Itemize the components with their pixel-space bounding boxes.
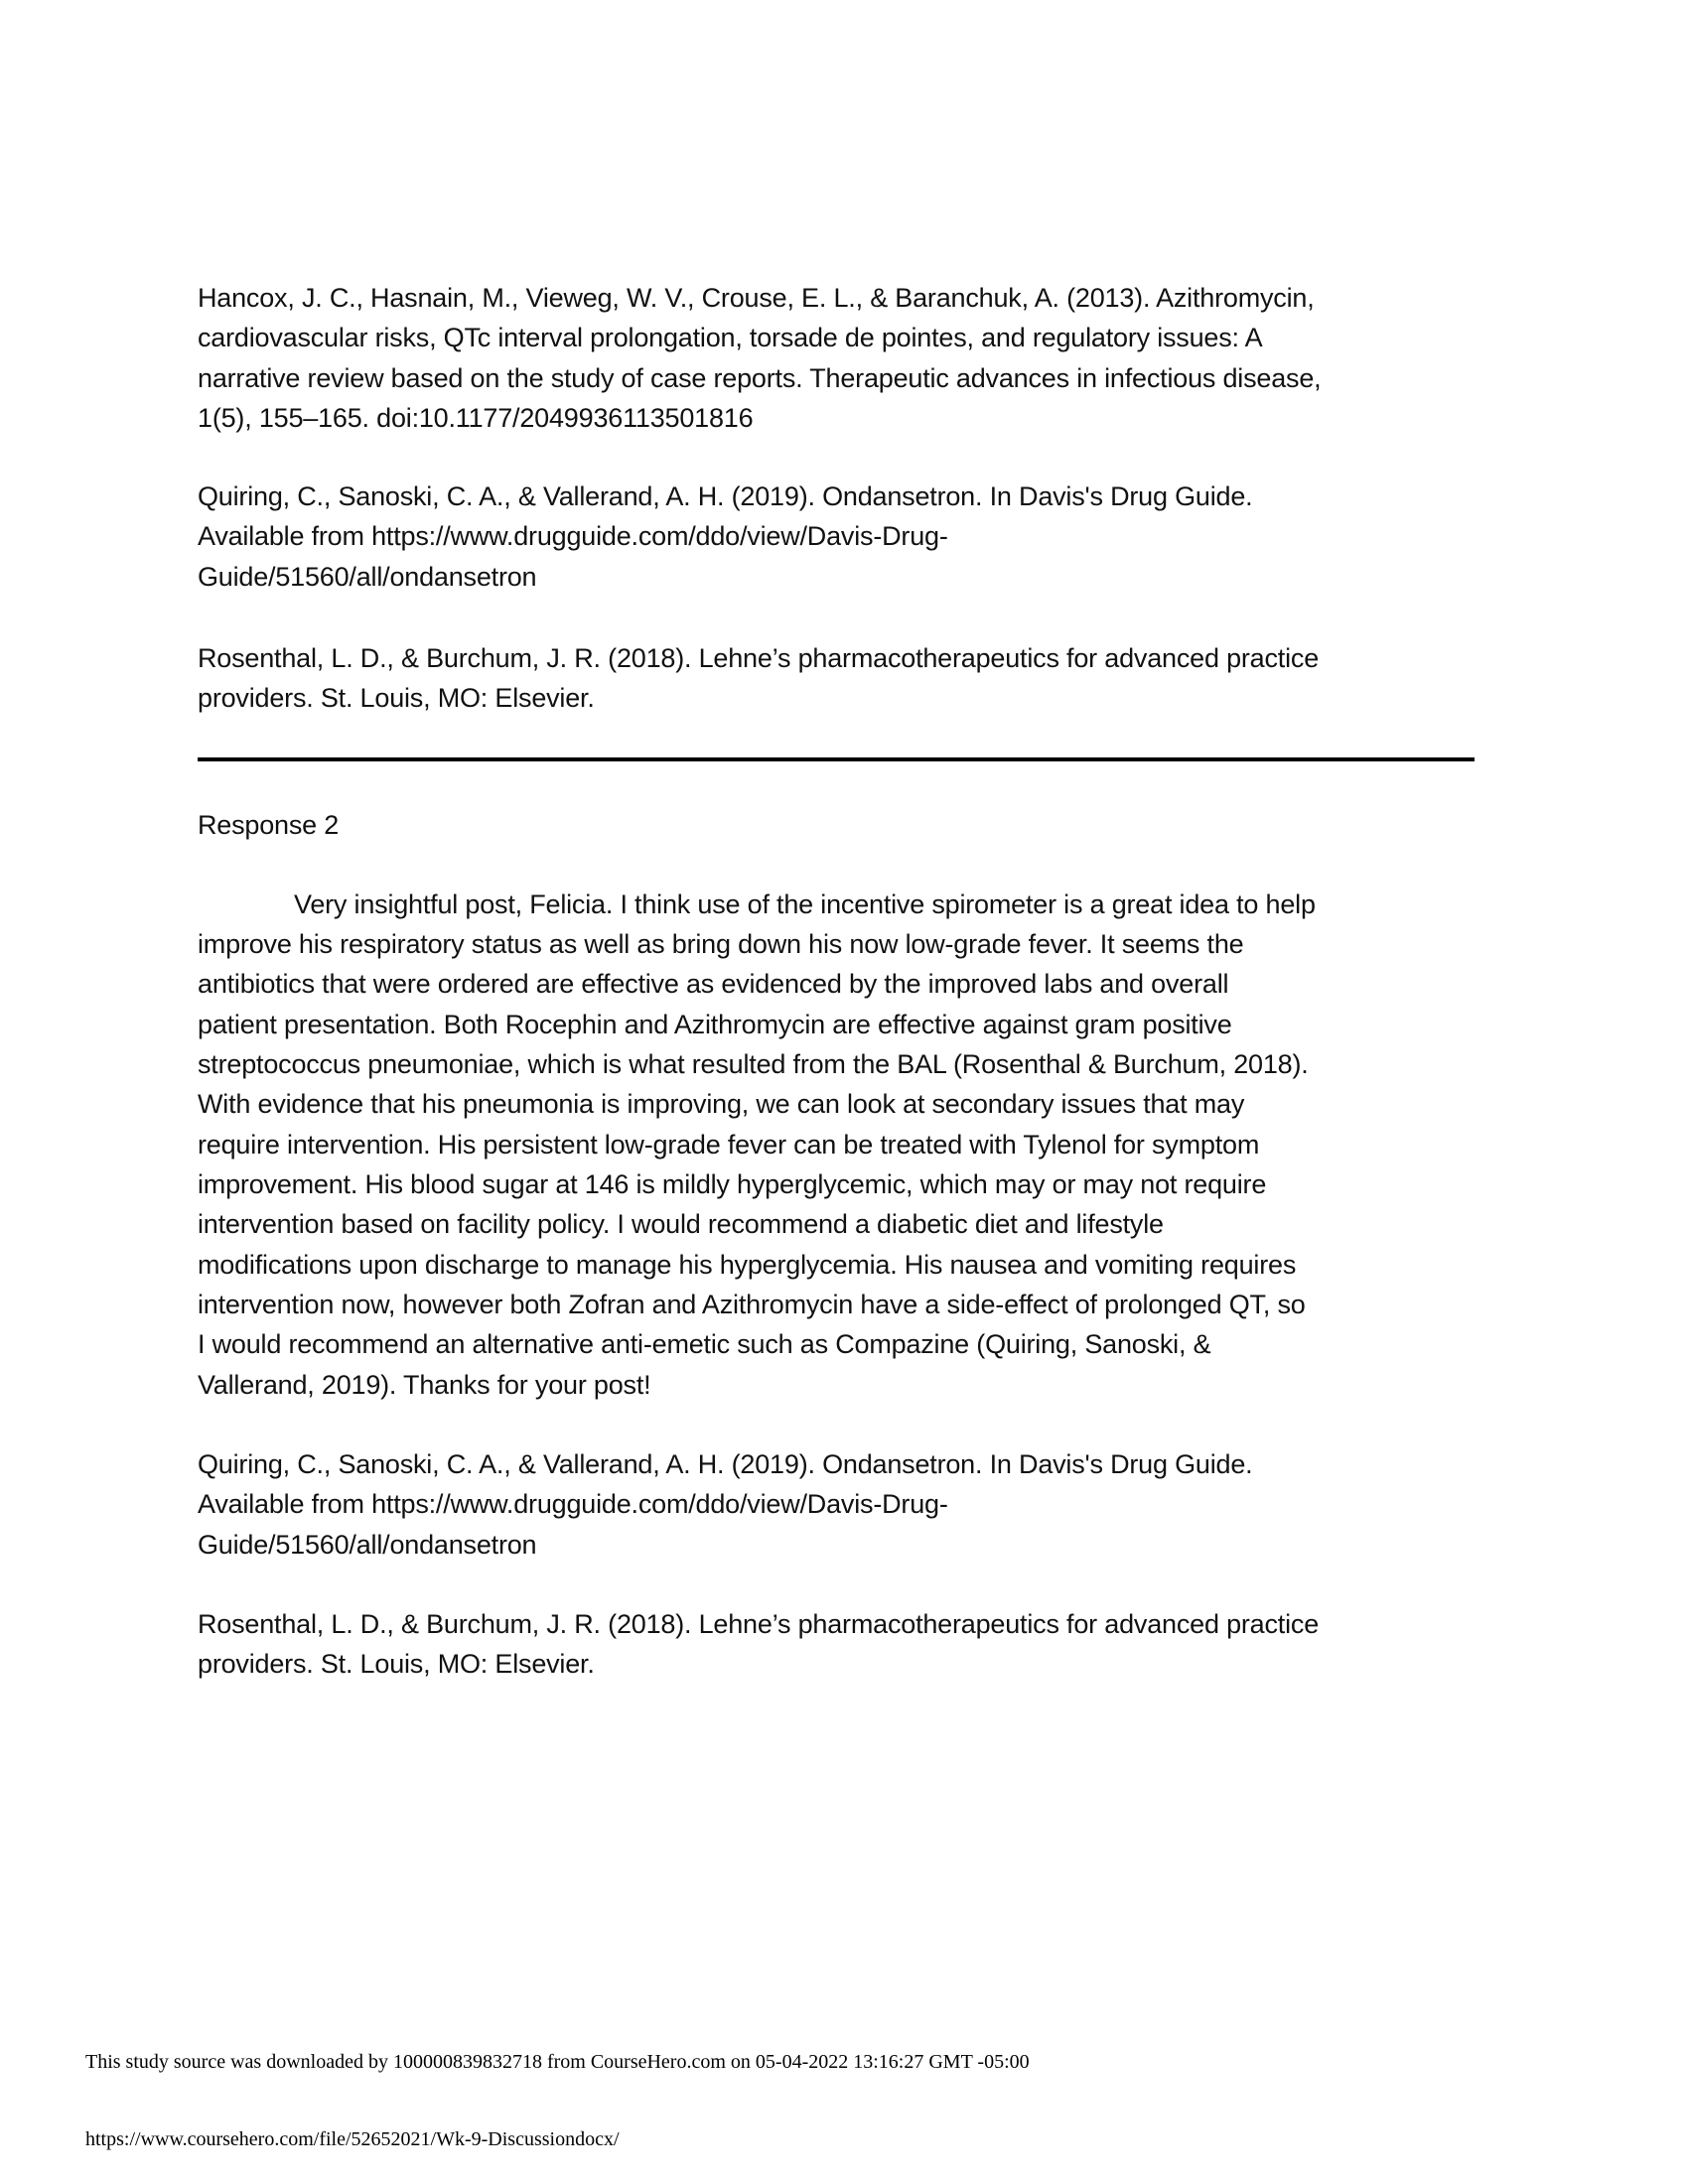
body-line: I would recommend an alternative anti-emetic such as Compazine (Quiring, Sanoski, & [198,1329,1211,1359]
reference-line: Hancox, J. C., Hasnain, M., Vieweg, W. V., Crouse, E. L., & Baranchuk, A. (2013). Azithromycin, [198,283,1315,313]
reference-line: Rosenthal, L. D., & Burchum, J. R. (2018). Lehne’s pharmacotherapeutics for advanced practice [198,1609,1320,1639]
body-line: Very insightful post, Felicia. I think use of the incentive spirometer is a great idea to help [294,889,1316,919]
horizontal-divider [198,757,1475,761]
body-line: patient presentation. Both Rocephin and Azithromycin are effective against gram positive [198,1010,1232,1039]
body-line: streptococcus pneumoniae, which is what resulted from the BAL (Rosenthal & Burchum, 2018). [198,1049,1309,1079]
body-line: antibiotics that were ordered are effective as evidenced by the improved labs and overall [198,969,1229,999]
reference-line: Available from https://www.drugguide.com/ddo/view/Davis-Drug- [198,1489,948,1519]
download-notice: This study source was downloaded by 100000839832718 from CourseHero.com on 05-04-2022 13:16:27 GMT -05:00 [85,2051,1030,2073]
source-url[interactable]: https://www.coursehero.com/file/52652021/Wk-9-Discussiondocx/ [85,2128,620,2150]
body-line: With evidence that his pneumonia is improving, we can look at secondary issues that may [198,1089,1245,1119]
reference-line: Quiring, C., Sanoski, C. A., & Vallerand, A. H. (2019). Ondansetron. In Davis's Drug Guide. [198,481,1253,511]
reference-line: Available from https://www.drugguide.com/ddo/view/Davis-Drug- [198,521,948,551]
reference-line: Guide/51560/all/ondansetron [198,1530,537,1560]
reference-line: narrative review based on the study of case reports. Therapeutic advances in infectious disease, [198,363,1322,393]
reference-line: Rosenthal, L. D., & Burchum, J. R. (2018). Lehne’s pharmacotherapeutics for advanced practice [198,643,1320,673]
reference-line: providers. St. Louis, MO: Elsevier. [198,683,595,713]
body-line: Vallerand, 2019). Thanks for your post! [198,1370,651,1400]
body-line: improve his respiratory status as well as bring down his now low-grade fever. It seems the [198,929,1244,959]
response-heading: Response 2 [198,810,340,840]
body-line: intervention based on facility policy. I would recommend a diabetic diet and lifestyle [198,1209,1164,1239]
body-line: require intervention. His persistent low-grade fever can be treated with Tylenol for symptom [198,1130,1260,1160]
reference-line: providers. St. Louis, MO: Elsevier. [198,1649,595,1679]
body-line: modifications upon discharge to manage his hyperglycemia. His nausea and vomiting requires [198,1250,1297,1280]
reference-line: Quiring, C., Sanoski, C. A., & Vallerand, A. H. (2019). Ondansetron. In Davis's Drug Guide. [198,1449,1253,1479]
reference-line: 1(5), 155–165. doi:10.1177/2049936113501816 [198,403,754,433]
body-line: intervention now, however both Zofran and Azithromycin have a side-effect of prolonged QT, so [198,1290,1306,1319]
reference-line: Guide/51560/all/ondansetron [198,562,537,592]
reference-line: cardiovascular risks, QTc interval prolongation, torsade de pointes, and regulatory issues: A [198,323,1263,352]
body-line: improvement. His blood sugar at 146 is mildly hyperglycemic, which may or may not require [198,1169,1267,1199]
